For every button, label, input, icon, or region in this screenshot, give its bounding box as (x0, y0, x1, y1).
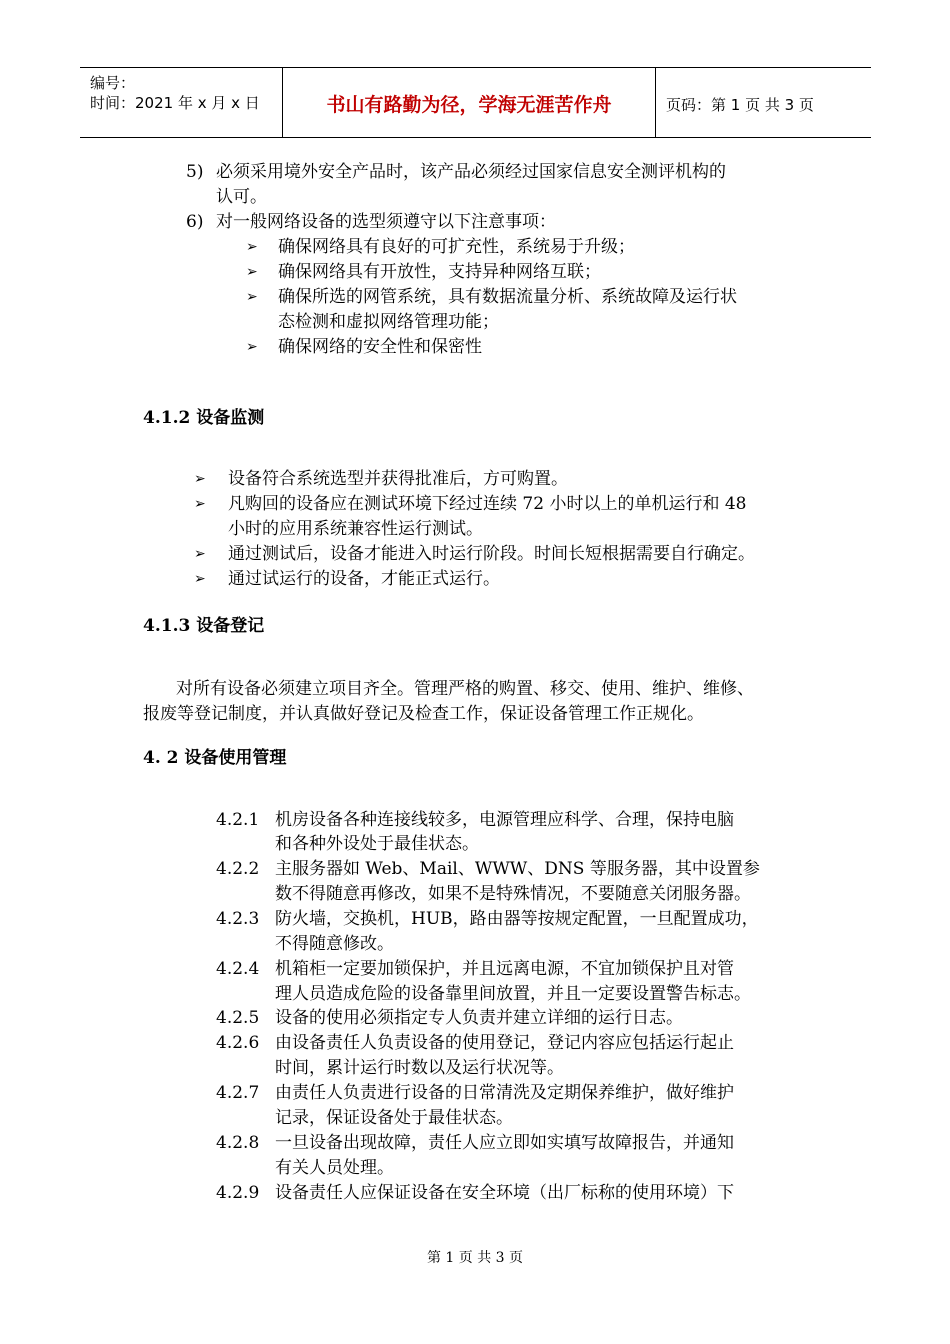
arrow-bullet-icon: ➢ (194, 571, 206, 587)
arrow-bullet-icon: ➢ (194, 496, 206, 512)
sublist-item-line: 确保网络具有开放性，支持异种网络互联； (278, 262, 601, 282)
page-footer: 第 1 页 共 3 页 (426, 1250, 524, 1266)
header-page-cell (656, 68, 871, 137)
item-number: 4.2.7 (216, 1083, 260, 1103)
item-line: 时间，累计运行时数以及运行状况等。 (275, 1058, 564, 1078)
item-line: 主服务器如 Web、Mail、WWW、DNS 等服务器，其中设置参 (275, 859, 760, 879)
document-number-label: 编号： (90, 74, 136, 92)
item-number: 4.2.2 (216, 859, 260, 879)
paragraph-line: 报废等登记制度，并认真做好登记及检查工作，保证设备管理工作正规化。 (143, 704, 704, 724)
header-motto-cell (283, 68, 656, 137)
item-line: 数不得随意再修改，如果不是特殊情况，不要随意关闭服务器。 (275, 884, 751, 904)
item-line: 不得随意修改。 (275, 934, 394, 954)
item-line: 机箱柜一定要加锁保护，并且远离电源，不宜加锁保护且对管 (275, 959, 734, 979)
section-heading-4-2: 4. 2 设备使用管理 (143, 748, 287, 768)
section-heading-4-1-3: 4.1.3 设备登记 (143, 616, 265, 636)
bullet-line: 通过试运行的设备，才能正式运行。 (228, 569, 500, 589)
bullet-line: 凡购回的设备应在测试环境下经过连续 72 小时以上的单机运行和 48 (228, 494, 747, 514)
list-item-line: 必须采用境外安全产品时，该产品必须经过国家信息安全测评机构的 (216, 162, 726, 182)
header-left-cell (80, 68, 283, 137)
list-item-line: 对一般网络设备的选型须遵守以下注意事项： (216, 212, 556, 232)
section-heading-4-1-2: 4.1.2 设备监测 (143, 408, 265, 428)
item-line: 机房设备各种连接线较多，电源管理应科学、合理，保持电脑 (275, 810, 734, 830)
header-table (80, 67, 871, 138)
list-item-line: 认可。 (216, 187, 267, 207)
item-line: 有关人员处理。 (275, 1158, 394, 1178)
item-line: 由设备责任人负责设备的使用登记，登记内容应包括运行起止 (275, 1033, 734, 1053)
sublist-item-line: 确保网络具有良好的可扩充性，系统易于升级； (278, 237, 635, 257)
item-line: 一旦设备出现故障，责任人应立即如实填写故障报告，并通知 (275, 1133, 734, 1153)
arrow-bullet-icon: ➢ (194, 546, 206, 562)
item-line: 理人员造成危险的设备靠里间放置，并且一定要设置警告标志。 (275, 984, 751, 1004)
arrow-bullet-icon: ➢ (246, 264, 258, 280)
header-page-info: 页码：第 1 页 共 3 页 (666, 96, 814, 114)
item-line: 防火墙，交换机，HUB，路由器等按规定配置，一旦配置成功， (275, 909, 759, 929)
list-number: 5) (186, 162, 204, 182)
sublist-item-line: 态检测和虚拟网络管理功能； (278, 312, 499, 332)
arrow-bullet-icon: ➢ (246, 339, 258, 355)
item-line: 记录，保证设备处于最佳状态。 (275, 1108, 513, 1128)
item-number: 4.2.9 (216, 1183, 260, 1203)
arrow-bullet-icon: ➢ (194, 471, 206, 487)
arrow-bullet-icon: ➢ (246, 239, 258, 255)
paragraph-line: 对所有设备必须建立项目齐全。管理严格的购置、移交、使用、维护、维修、 (176, 679, 754, 699)
item-line: 设备的使用必须指定专人负责并建立详细的运行日志。 (275, 1008, 683, 1028)
arrow-bullet-icon: ➢ (246, 289, 258, 305)
header-motto: 书山有路勤为径，学海无涯苦作舟 (326, 94, 612, 116)
bullet-line: 设备符合系统选型并获得批准后，方可购置。 (228, 469, 568, 489)
item-number: 4.2.1 (216, 810, 260, 830)
item-number: 4.2.4 (216, 959, 260, 979)
sublist-item-line: 确保所选的网管系统，具有数据流量分析、系统故障及运行状 (278, 287, 737, 307)
item-line: 和各种外设处于最佳状态。 (275, 834, 479, 854)
item-number: 4.2.6 (216, 1033, 260, 1053)
bullet-line: 通过测试后，设备才能进入时运行阶段。时间长短根据需要自行确定。 (228, 544, 755, 564)
bullet-line: 小时的应用系统兼容性运行测试。 (228, 519, 483, 539)
item-number: 4.2.3 (216, 909, 260, 929)
list-number: 6) (186, 212, 204, 232)
document-date: 时间：2021 年 x 月 x 日 (90, 94, 260, 112)
item-number: 4.2.8 (216, 1133, 260, 1153)
sublist-item-line: 确保网络的安全性和保密性 (278, 337, 482, 357)
item-line: 由责任人负责进行设备的日常清洗及定期保养维护，做好维护 (275, 1083, 734, 1103)
item-line: 设备责任人应保证设备在安全环境（出厂标称的使用环境）下 (275, 1183, 734, 1203)
item-number: 4.2.5 (216, 1008, 260, 1028)
